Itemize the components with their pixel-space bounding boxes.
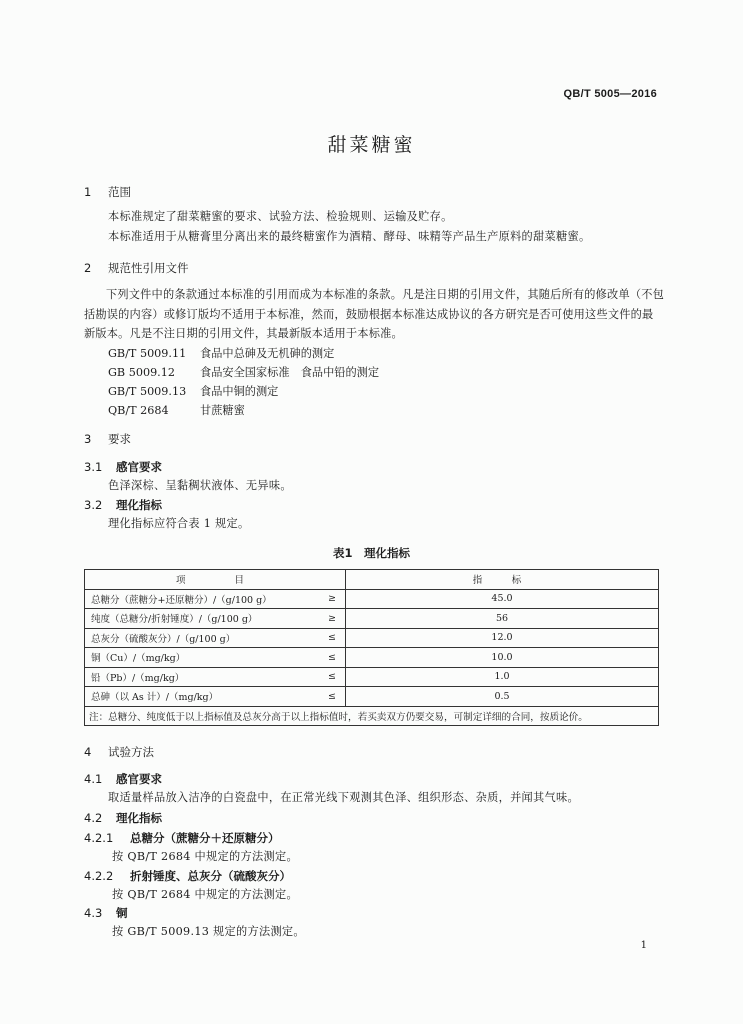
table-note: 注：总糖分、纯度低于以上指标值及总灰分高于以上指标值时，若买卖双方仍要交易，可制定详细的合同，按质论价。: [85, 706, 659, 726]
reference-code: GB 5009.12: [108, 366, 175, 379]
page-number: 1: [640, 940, 647, 951]
section-title: 试验方法: [108, 745, 154, 759]
row-comparator: ≤: [319, 667, 346, 687]
row-item: 铅（Pb）/（mg/kg）: [85, 667, 320, 687]
section-2-paragraph: [84, 285, 664, 344]
section-2-heading: [84, 260, 189, 276]
row-comparator: ≥: [319, 609, 346, 629]
row-comparator: ≤: [319, 648, 346, 668]
section-title: 规范性引用文件: [108, 261, 189, 275]
subsection-number: 4.2: [84, 811, 103, 825]
table-header-row: [85, 570, 659, 590]
section-1-paragraph-1: 本标准规定了甜菜糖蜜的要求、试验方法、检验规则、运输及贮存。: [108, 210, 453, 223]
section-title: 范围: [108, 185, 131, 199]
subsection-title: 理化指标: [116, 811, 162, 825]
section-4-2-heading: [84, 810, 162, 826]
row-comparator: ≥: [319, 589, 346, 609]
reference-item: [108, 364, 379, 380]
row-item: 总砷（以 As 计）/（mg/kg）: [85, 687, 320, 707]
table-caption: 表1 理化指标: [332, 546, 410, 560]
reference-title: 食品安全国家标准 食品中铅的测定: [200, 366, 380, 379]
subsection-number: 4.2.1: [84, 831, 114, 845]
section-4-3-text: 按 GB/T 5009.13 规定的方法测定。: [112, 925, 305, 938]
row-item: 总糖分（蔗糖分+还原糖分）/（g/100 g）: [85, 589, 320, 609]
subsection-number: 4.2.2: [84, 869, 114, 883]
section-number: 1: [84, 185, 92, 199]
subsection-number: 4.1: [84, 772, 103, 786]
subsection-title: 折射锤度、总灰分（硫酸灰分）: [130, 869, 291, 883]
row-item: 铜（Cu）/（mg/kg）: [85, 648, 320, 668]
subsection-number: 4.3: [84, 906, 103, 920]
section-4-2-1-heading: [84, 830, 280, 846]
reference-item: [108, 402, 245, 418]
subsection-title: 感官要求: [116, 460, 162, 474]
table-row: [85, 648, 659, 668]
row-item: 纯度（总糖分/折射锤度）/（g/100 g）: [85, 609, 320, 629]
row-value: 45.0: [346, 589, 659, 609]
section-1-heading: [84, 184, 131, 200]
reference-code: GB/T 5009.13: [108, 385, 187, 398]
section-4-2-2-text: 按 QB/T 2684 中规定的方法测定。: [112, 888, 298, 901]
row-value: 0.5: [346, 687, 659, 707]
reference-item: [108, 383, 278, 399]
section-4-2-1-text: 按 QB/T 2684 中规定的方法测定。: [112, 850, 298, 863]
section-3-heading: [84, 431, 131, 447]
reference-item: [108, 345, 334, 361]
table-row: [85, 667, 659, 687]
reference-title: 甘蔗糖蜜: [200, 404, 245, 417]
row-comparator: ≤: [319, 687, 346, 707]
subsection-number: 3.2: [84, 498, 103, 512]
row-value: 1.0: [346, 667, 659, 687]
section-number: 4: [84, 745, 92, 759]
section-3-1-heading: [84, 459, 162, 475]
subsection-title: 铜: [116, 906, 128, 920]
table-row: [85, 628, 659, 648]
section-number: 2: [84, 261, 92, 275]
row-comparator: ≤: [319, 628, 346, 648]
subsection-title: 总糖分（蔗糖分＋还原糖分）: [130, 831, 280, 845]
section-3-2-heading: [84, 497, 162, 513]
reference-title: 食品中铜的测定: [200, 385, 279, 398]
header-item: 项 目: [85, 570, 346, 590]
page-title: 甜菜糖蜜: [327, 134, 416, 156]
section-1-paragraph-2: 本标准适用于从糖膏里分离出来的最终糖蜜作为酒精、酵母、味精等产品生产原料的甜菜糖蜜。: [108, 230, 591, 243]
table-row: [85, 589, 659, 609]
row-value: 10.0: [346, 648, 659, 668]
spec-table: [84, 569, 659, 726]
section-number: 3: [84, 432, 92, 446]
section-4-3-heading: [84, 905, 128, 921]
section-4-2-2-heading: [84, 868, 291, 884]
subsection-title: 感官要求: [116, 772, 162, 786]
section-title: 要求: [108, 432, 131, 446]
section-4-1-heading: [84, 771, 162, 787]
subsection-title: 理化指标: [116, 498, 162, 512]
section-4-1-text: 取适量样品放入洁净的白瓷盘中，在正常光线下观测其色泽、组织形态、杂质，并闻其气味。: [108, 791, 579, 804]
standard-code: QB/T 5005—2016: [563, 88, 657, 100]
subsection-number: 3.1: [84, 460, 103, 474]
section-3-1-text: 色泽深棕、呈黏稠状液体、无异味。: [108, 479, 292, 492]
reference-code: GB/T 5009.11: [108, 347, 187, 360]
table-row: [85, 609, 659, 629]
section-4-heading: [84, 744, 154, 760]
table-note-row: [85, 706, 659, 726]
row-item: 总灰分（硫酸灰分）/（g/100 g）: [85, 628, 320, 648]
section-3-2-text: 理化指标应符合表 1 规定。: [108, 517, 250, 530]
reference-title: 食品中总砷及无机砷的测定: [200, 347, 335, 360]
section-2-paragraph-text: 下列文件中的条款通过本标准的引用而成为本标准的条款。凡是注日期的引用文件，其随后所有的修改单（不包括勘误的内容）或修订版均不适用于本标准，然而，鼓励根据本标准达成协议的各方研究是否可使用这些文件的最新版本。凡是不注日期的引用文件，其最新版本适用于本标准。: [84, 288, 664, 340]
table-row: [85, 687, 659, 707]
reference-code: QB/T 2684: [108, 404, 169, 417]
row-value: 56: [346, 609, 659, 629]
header-value: 指 标: [346, 570, 659, 590]
row-value: 12.0: [346, 628, 659, 648]
